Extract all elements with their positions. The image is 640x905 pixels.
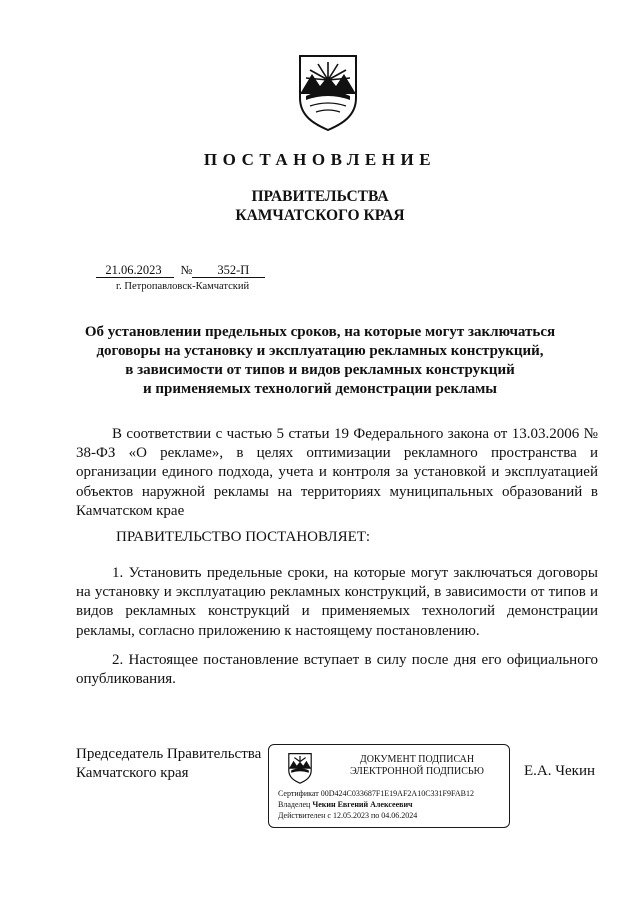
document-title-line: договоры на установку и эксплуатацию рекламных конструкций, bbox=[96, 343, 544, 359]
document-title-line: в зависимости от типов и видов рекламных конструкций bbox=[125, 362, 515, 378]
stamp-validity-to: 04.06.2024 bbox=[381, 811, 418, 820]
document-title bbox=[70, 323, 570, 399]
stamp-certificate-value: 00D424C033687F1E19AF2A10C331F9FAB12 bbox=[320, 789, 474, 798]
stamp-validity-from: 12.05.2023 bbox=[332, 811, 369, 820]
signer-position bbox=[76, 745, 261, 783]
decree-item-2: 2. Настоящее постановление вступает в силу после дня его официального опубликования. bbox=[76, 652, 598, 688]
issue-city: г. Петропавловск-Камчатский bbox=[116, 281, 250, 292]
stamp-owner-value: Чекин Евгений Алексеевич bbox=[312, 800, 413, 809]
stamp-owner bbox=[278, 800, 413, 810]
stamp-certificate bbox=[278, 789, 474, 799]
stamp-validity bbox=[278, 811, 417, 821]
document-date: 21.06.2023 bbox=[105, 263, 162, 277]
stamp-validity-label: Действителен bbox=[278, 811, 326, 820]
stamp-heading-line-1: ДОКУМЕНТ ПОДПИСАН bbox=[359, 754, 475, 765]
stamp-validity-from-word: с bbox=[327, 811, 331, 820]
stamp-validity-to-word: по bbox=[370, 811, 380, 820]
electronic-signature-stamp bbox=[268, 744, 510, 828]
signer-position-line-2: Камчатского края bbox=[76, 765, 189, 781]
issuer-heading bbox=[0, 187, 640, 225]
stamp-heading-line-2: ЭЛЕКТРОННОЙ ПОДПИСЬЮ bbox=[350, 766, 484, 777]
stamp-emblem-icon bbox=[287, 752, 313, 784]
coat-of-arms-emblem bbox=[296, 52, 360, 132]
stamp-owner-label: Владелец bbox=[278, 800, 311, 809]
document-type-heading: ПОСТАНОВЛЕНИЕ bbox=[203, 150, 437, 169]
stamp-certificate-label: Сертификат bbox=[278, 789, 319, 798]
signer-position-line-1: Председатель Правительства bbox=[76, 746, 262, 762]
issuer-line-1: ПРАВИТЕЛЬСТВА bbox=[251, 188, 389, 205]
preamble-paragraph: В соответствии с частью 5 статьи 19 Федерального закона от 13.03.2006 № 38-ФЗ «О рекламе», в целях оптимизации рекламного пространства и организации единого подхода, учета и контроля за установкой и эксплуатацией объектов наружной рекламы на территориях муниципальных образований в Камчатском крае bbox=[76, 426, 598, 519]
number-sign: № bbox=[180, 263, 193, 277]
decree-clause: ПРАВИТЕЛЬСТВО ПОСТАНОВЛЯЕТ: bbox=[116, 529, 371, 545]
document-number: 352-П bbox=[217, 263, 250, 277]
signer-name: Е.А. Чекин bbox=[524, 763, 595, 779]
document-title-line: Об установлении предельных сроков, на которые могут заключаться bbox=[84, 324, 556, 340]
decree-item-1: 1. Установить предельные сроки, на которые могут заключаться договоры на установку и эксплуатацию рекламных конструкций, в зависимости от типов и видов рекламных конструкций и применяемых технологий демонстрации рекламы, согласно приложению к настоящему постановлению. bbox=[76, 565, 598, 639]
document-title-line: и применяемых технологий демонстрации рекламы bbox=[142, 381, 498, 397]
stamp-heading bbox=[329, 754, 505, 778]
registration-line bbox=[96, 263, 265, 278]
issuer-line-2: КАМЧАТСКОГО КРАЯ bbox=[235, 207, 405, 224]
